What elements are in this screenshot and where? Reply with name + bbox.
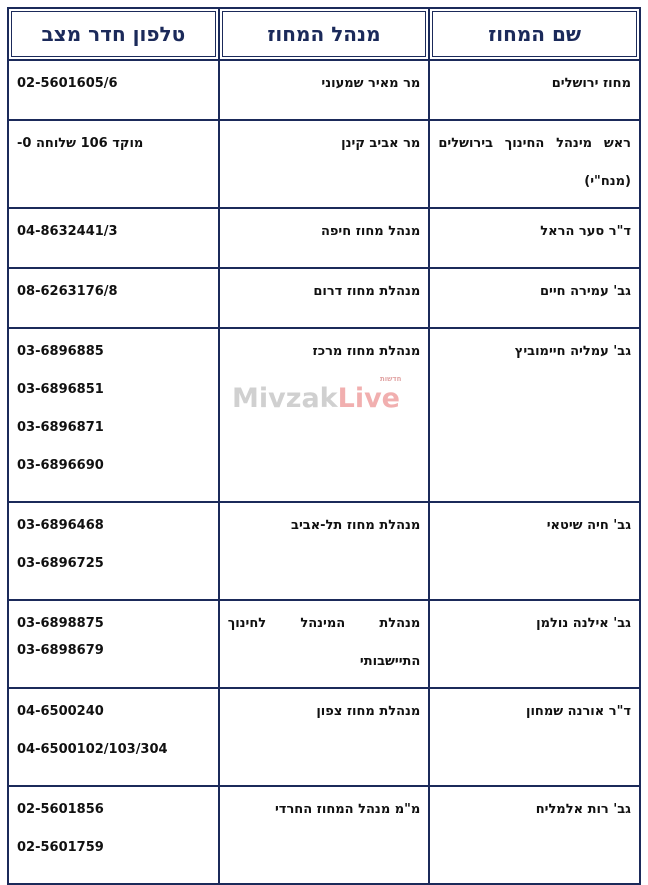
district-name-cell: גב' רות אלמליח — [429, 786, 640, 884]
phone-number: 03-6896468 — [17, 518, 104, 533]
district-manager-cell: מנהלת מחוז דרום — [219, 268, 430, 328]
phone-number: 04-8632441/3 — [17, 224, 118, 239]
phone-number: מוקד 106 שלוחה 0- — [17, 136, 144, 151]
table-row — [8, 60, 640, 120]
phone-number: 03-6896690 — [17, 458, 104, 473]
phone-number: 04-6500240 — [17, 704, 104, 719]
phone-number: 03-6898875 — [17, 616, 104, 631]
phone-number: 04-6500102/103/304 — [17, 742, 168, 757]
district-name-cell: ד"ר סער הראל — [429, 208, 640, 268]
table-header-row — [8, 8, 640, 60]
phone-number: 02-5601759 — [17, 840, 104, 855]
table-row — [8, 328, 640, 502]
table-row — [8, 688, 640, 786]
table-row — [8, 120, 640, 208]
situation-room-phone-cell — [8, 60, 219, 120]
phone-number: 02-5601605/6 — [17, 76, 118, 91]
district-contacts-table — [7, 7, 641, 885]
situation-room-phone-cell — [8, 120, 219, 208]
district-manager-cell: מר מאיר שמעוני — [219, 60, 430, 120]
district-name-cell: גב' עמליה חיימוביץ — [429, 328, 640, 502]
situation-room-phone-cell — [8, 268, 219, 328]
district-manager-cell: מנהל מחוז חיפה — [219, 208, 430, 268]
district-name-cell: ד"ר אורנה שמחון — [429, 688, 640, 786]
phone-number: 03-6898679 — [17, 643, 104, 658]
phone-number: 03-6896725 — [17, 556, 104, 571]
district-name-cell: ראש מינהל החינוך בירושלים (מנח"י) — [429, 120, 640, 208]
district-name-cell: גב' חיה שיטאי — [429, 502, 640, 600]
district-manager-cell: מנהלת המינהל לחינוך התיישבותי — [219, 600, 430, 688]
situation-room-phone-cell — [8, 688, 219, 786]
district-manager-cell: מר אביב קינן — [219, 120, 430, 208]
phone-number: 03-6896871 — [17, 420, 104, 435]
district-manager-cell: מנהלת מחוז תל-אביב — [219, 502, 430, 600]
table-row — [8, 208, 640, 268]
situation-room-phone-cell — [8, 208, 219, 268]
header-district-manager: מנהל המחוז — [219, 8, 430, 60]
header-situation-room-phone: טלפון חדר מצב — [8, 8, 219, 60]
district-manager-cell: מנהלת מחוז צפון — [219, 688, 430, 786]
phone-number: 02-5601856 — [17, 802, 104, 817]
phone-number: 08-6263176/8 — [17, 284, 118, 299]
watermark-logo: MivzakLive חדשות — [232, 375, 402, 414]
situation-room-phone-cell — [8, 600, 219, 688]
situation-room-phone-cell — [8, 328, 219, 502]
table-row — [8, 502, 640, 600]
situation-room-phone-cell — [8, 502, 219, 600]
table-row — [8, 786, 640, 884]
table-body — [8, 60, 640, 884]
district-manager-cell: מנהלת מחוז מרכז — [219, 328, 430, 502]
header-district-name: שם המחוז — [429, 8, 640, 60]
district-name-cell: גב' עמירה חיים — [429, 268, 640, 328]
phone-number: 03-6896851 — [17, 382, 104, 397]
phone-number: 03-6896885 — [17, 344, 104, 359]
table-row — [8, 600, 640, 688]
district-table-wrapper — [7, 7, 641, 885]
situation-room-phone-cell — [8, 786, 219, 884]
district-name-cell: מחוז ירושלים — [429, 60, 640, 120]
district-manager-cell: מ"מ מנהל המחוז החרדי — [219, 786, 430, 884]
table-row — [8, 268, 640, 328]
district-name-cell: גב' אילנה נולמן — [429, 600, 640, 688]
